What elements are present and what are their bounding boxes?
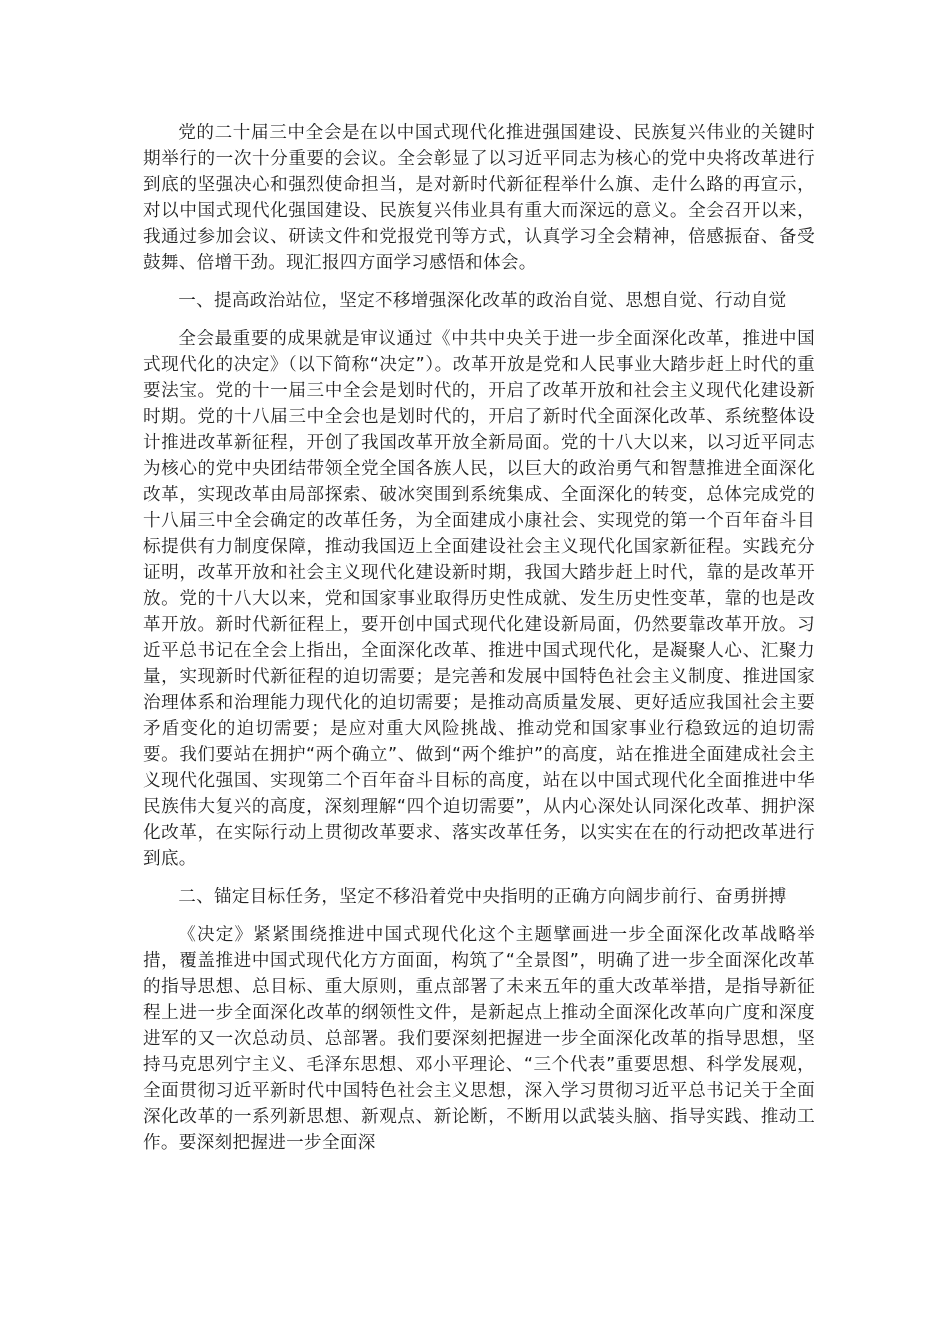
section-1-paragraph: 全会最重要的成果就是审议通过《中共中央关于进一步全面深化改革，推进中国式现代化的决定》（以下简称“决定”）。改革开放是党和人民事业大踏步赶上时代的重要法宝。党的十一届三中全会是划时代的，开启了改革开放和社会主义现代化建设新时期。党的十八届三中全会也是划时代的，开启了新时代全面深化改革、系统整体设计推进改革新征程，开创了我国改革开放全新局面。党的十八大以来，以习近平同志为核心的党中央团结带领全党全国各族人民，以巨大的政治勇气和智慧推进全面深化改革，实现改革由局部探索、破冰突围到系统集成、全面深化的转变，总体完成党的十八届三中全会确定的改革任务，为全面建成小康社会、实现党的第一个百年奋斗目标提供有力制度保障，推动我国迈上全面建设社会主义现代化国家新征程。实践充分证明，改革开放和社会主义现代化建设新时期，我国大踏步赶上时代，靠的是改革开放。党的十八大以来，党和国家事业取得历史性成就、发生历史性变革，靠的也是改革开放。新时代新征程上，要开创中国式现代化建设新局面，仍然要靠改革开放。习近平总书记在全会上指出，全面深化改革、推进中国式现代化，是凝聚人心、汇聚力量，实现新时代新征程的迫切需要；是完善和发展中国特色社会主义制度、推进国家治理体系和治理能力现代化的迫切需要；是推动高质量发展、更好适应我国社会主要矛盾变化的迫切需要；是应对重大风险挑战、推动党和国家事业行稳致远的迫切需要。我们要站在拥护“两个确立”、做到“两个维护”的高度，站在推进全面建成社会主义现代化强国、实现第二个百年奋斗目标的高度，站在以中国式现代化全面推进中华民族伟大复兴的高度，深刻理解“四个迫切需要”，从内心深处认同深化改革、拥护深化改革，在实际行动上贯彻改革要求、落实改革任务，以实实在在的行动把改革进行到底。 (143, 329, 815, 869)
intro-paragraph: 党的二十届三中全会是在以中国式现代化推进强国建设、民族复兴伟业的关键时期举行的一次十分重要的会议。全会彰显了以习近平同志为核心的党中央将改革进行到底的坚强决心和强烈使命担当，是对新时代新征程举什么旗、走什么路的再宣示，对以中国式现代化强国建设、民族复兴伟业具有重大而深远的意义。全会召开以来，我通过参加会议、研读文件和党报党刊等方式，认真学习全会精神，倍感振奋、备受鼓舞、倍增干劲。现汇报四方面学习感悟和体会。 (143, 123, 815, 273)
section-heading-2: 二、锚定目标任务，坚定不移沿着党中央指明的正确方向阔步前行、奋勇拼搏 (178, 887, 787, 907)
section-2-paragraph: 《决定》紧紧围绕推进中国式现代化这个主题擘画进一步全面深化改革战略举措，覆盖推进中国式现代化方方面面，构筑了“全景图”，明确了进一步全面深化改革的指导思想、总目标、重大原则，重点部署了未来五年的重大改革举措，是指导新征程上进一步全面深化改革的纲领性文件，是新起点上推动全面深化改革向广度和深度进军的又一次总动员、总部署。我们要深刻把握进一步全面深化改革的指导思想，坚持马克思列宁主义、毛泽东思想、邓小平理论、“三个代表”重要思想、科学发展观，全面贯彻习近平新时代中国特色社会主义思想，深入学习贯彻习近平总书记关于全面深化改革的一系列新思想、新观点、新论断，不断用以武装头脑、指导实践、推动工作。要深刻把握进一步全面深 (143, 925, 815, 1153)
section-heading-1: 一、提高政治站位，坚定不移增强深化改革的政治自觉、思想自觉、行动自觉 (178, 291, 787, 311)
document-page (143, 120, 815, 1168)
